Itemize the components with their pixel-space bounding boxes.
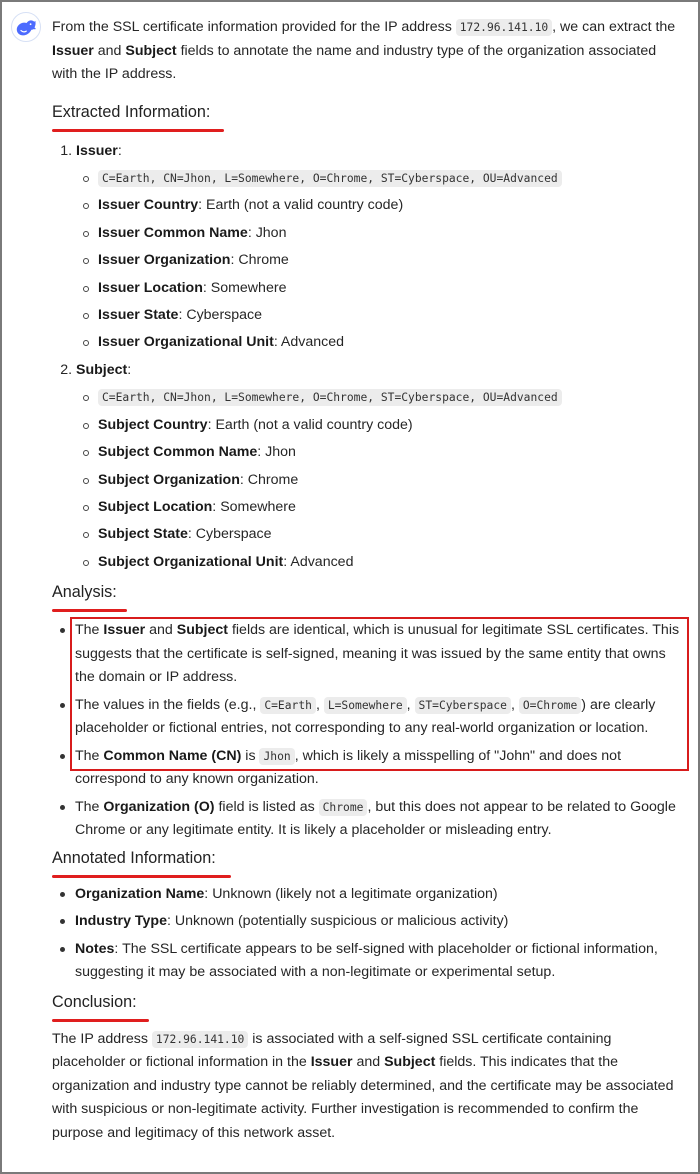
issuer-field: Issuer Country: Earth (not a valid country code) [98, 194, 682, 218]
assistant-avatar [11, 12, 41, 42]
issuer-field: Issuer Organizational Unit: Advanced [98, 331, 682, 355]
heading-underline [52, 875, 231, 878]
subject-field: Subject Location: Somewhere [98, 496, 682, 520]
field-label: Issuer Location [98, 279, 203, 296]
field-value: Chrome [247, 471, 299, 488]
issuer-bold: Issuer [52, 42, 94, 59]
intro-text: fields to annotate the name and industry type of the organization associated with the IP address. [52, 42, 657, 82]
issuer-field: Issuer Organization: Chrome [98, 249, 682, 273]
analysis-item [75, 745, 682, 792]
text: The [75, 747, 104, 764]
field-value: Jhon [255, 224, 287, 241]
annotated-item: Industry Type: Unknown (potentially suspicious or malicious activity) [75, 910, 682, 934]
subject-raw [98, 386, 682, 410]
whale-logo-icon [15, 18, 37, 36]
field-value: Advanced [280, 334, 345, 351]
item-label: Industry Type [75, 913, 167, 930]
text: and [352, 1054, 385, 1071]
analysis-heading: Analysis: [52, 583, 117, 602]
field-label: Issuer Organization [98, 252, 231, 269]
subject-field: Subject Country: Earth (not a valid country code) [98, 414, 682, 438]
bold-term: Common Name (CN) [103, 747, 242, 764]
subject-item: 2. Subject: C=Earth, CN=Jhon, L=Somewhere, O=Chrome, ST=Cyberspace, OU=Advanced Subject Country: Earth (not a valid country code) Subject Common Name: Jhon Subject Organization: Chrome Subject Location: Somewhere Subject State: Cyberspace Subject Organizational Unit: Advanced [76, 359, 682, 574]
issuer-field: Issuer Common Name: Jhon [98, 222, 682, 246]
intro-text: From the SSL certificate information provided for the IP address [52, 19, 456, 35]
bold-term: Organization (O) [103, 798, 215, 815]
text: , but this does not appear to be related to Google Chrome or any legitimate entity. It is likely a placeholder or misleading entry. [75, 798, 676, 839]
field-label: Issuer State [98, 306, 179, 323]
field-label: Subject Country [98, 416, 208, 433]
subject-bold: Subject [176, 622, 229, 639]
subject-field: Subject State: Cyberspace [98, 523, 682, 547]
item-label: Notes [75, 940, 115, 957]
text: , [510, 696, 519, 713]
conclusion-heading-wrap [52, 991, 682, 1019]
inline-code: L=Somewhere [324, 697, 407, 714]
conclusion-paragraph [52, 1028, 682, 1146]
heading-underline [52, 1019, 149, 1022]
inline-code: Jhon [259, 748, 294, 765]
inline-code: ST=Cyberspace [415, 697, 511, 714]
field-label: Subject State [98, 526, 188, 543]
conclusion-heading: Conclusion: [52, 992, 137, 1011]
intro-text: and [93, 42, 126, 59]
field-label: Issuer Organizational Unit [98, 334, 274, 351]
issuer-fields [76, 167, 682, 355]
item-value: Unknown (potentially suspicious or malicious activity) [174, 913, 509, 930]
subject-label: Subject [76, 361, 128, 378]
field-value: Earth (not a valid country code) [206, 197, 404, 214]
item-label: Organization Name [75, 885, 205, 902]
issuer-item: 1. Issuer: C=Earth, CN=Jhon, L=Somewhere, O=Chrome, ST=Cyberspace, OU=Advanced Issuer Country: Earth (not a valid country code) Issuer Common Name: Jhon Issuer Organization: Chrome Issuer Location: Somewhere Issuer State: Cyberspace Issuer Organizational Unit: Advanced [76, 140, 682, 355]
inline-code: Chrome [319, 799, 368, 816]
text: The values in the fields (e.g., [75, 696, 261, 713]
subject-field: Subject Organizational Unit: Advanced [98, 551, 682, 575]
issuer-bold: Issuer [103, 622, 146, 639]
subject-fields [76, 386, 682, 574]
inline-code: O=Chrome [519, 697, 581, 714]
analysis-item [75, 694, 682, 741]
field-value: Advanced [290, 553, 354, 570]
text: , [315, 696, 324, 713]
text: fields are identical, which is unusual for legitimate SSL certificates. This suggests that the certificate is self-signed, meaning it was issued by the same entity that owns the domain or IP address. [75, 622, 680, 686]
subject-field: Subject Common Name: Jhon [98, 441, 682, 465]
ip-code: 172.96.141.10 [152, 1031, 248, 1048]
item-value: Unknown (likely not a legitimate organization) [212, 885, 498, 902]
issuer-raw-code: C=Earth, CN=Jhon, L=Somewhere, O=Chrome, ST=Cyberspace, OU=Advanced [98, 170, 562, 187]
heading-underline [52, 609, 127, 612]
field-label: Subject Organization [98, 471, 240, 488]
analysis-heading-wrap [52, 581, 682, 609]
field-label: Subject Location [98, 498, 213, 515]
annotated-item: Organization Name: Unknown (likely not a legitimate organization) [75, 883, 682, 907]
text: ) are clearly placeholder or fictional entries, not corresponding to any real-world organization or location. [75, 696, 656, 737]
field-value: Chrome [238, 252, 289, 269]
analysis-item [75, 796, 682, 843]
inline-code: C=Earth [260, 697, 316, 714]
text: is [241, 747, 260, 764]
issuer-bold: Issuer [310, 1054, 353, 1071]
subject-raw-code: C=Earth, CN=Jhon, L=Somewhere, O=Chrome, ST=Cyberspace, OU=Advanced [98, 389, 562, 406]
annotated-list [52, 883, 682, 985]
annotated-heading-wrap [52, 847, 682, 875]
text: is associated with a self-signed SSL certificate containing placeholder or fictional information in the [52, 1030, 612, 1071]
field-value: Somewhere [210, 279, 287, 296]
text: The [75, 622, 104, 639]
message-content [52, 2, 682, 1145]
subject-bold: Subject [125, 42, 177, 59]
text: , which is likely a misspelling of "John" and does not correspond to any known organization. [75, 747, 622, 788]
intro-paragraph [52, 16, 682, 87]
field-value: Cyberspace [195, 526, 272, 543]
field-label: Issuer Common Name [98, 224, 248, 241]
issuer-label: Issuer [76, 142, 118, 159]
annotated-item: Notes: The SSL certificate appears to be self-signed with placeholder or fictional information, suggesting it may be associated with a non-legitimate or experimental setup. [75, 938, 682, 985]
field-value: Somewhere [220, 498, 296, 515]
text: fields. This indicates that the organization and industry type cannot be reliably determined, and the certificate may be associated with suspicious or non-legitimate activity. Further investigation is recommended to confirm the purpose and legitimacy of this network asset. [52, 1054, 674, 1141]
field-value: Jhon [265, 444, 296, 461]
analysis-list [52, 619, 682, 843]
heading-underline [52, 129, 224, 132]
issuer-raw [98, 167, 682, 191]
field-label: Issuer Country [98, 197, 199, 214]
annotated-heading: Annotated Information: [52, 848, 216, 867]
intro-text: , we can extract the [552, 19, 676, 35]
subject-bold: Subject [384, 1054, 436, 1071]
text: and [145, 622, 177, 639]
text: field is listed as [214, 798, 319, 815]
text: The [75, 798, 104, 815]
extracted-heading: Extracted Information: [52, 102, 211, 121]
field-value: Cyberspace [186, 306, 263, 323]
field-label: Subject Organizational Unit [98, 553, 284, 570]
text: , [406, 696, 415, 713]
ip-code: 172.96.141.10 [456, 19, 552, 36]
issuer-field: Issuer State: Cyberspace [98, 304, 682, 328]
extracted-heading-wrap [52, 101, 682, 129]
issuer-field: Issuer Location: Somewhere [98, 277, 682, 301]
extracted-list [52, 140, 682, 575]
field-label: Subject Common Name [98, 444, 258, 461]
analysis-item [75, 619, 682, 690]
item-value: The SSL certificate appears to be self-signed with placeholder or fictional information, suggesting it may be associated with a non-legitimate or experimental setup. [75, 940, 658, 981]
text: The IP address [52, 1030, 152, 1047]
field-value: Earth (not a valid country code) [215, 416, 413, 433]
subject-field: Subject Organization: Chrome [98, 469, 682, 493]
